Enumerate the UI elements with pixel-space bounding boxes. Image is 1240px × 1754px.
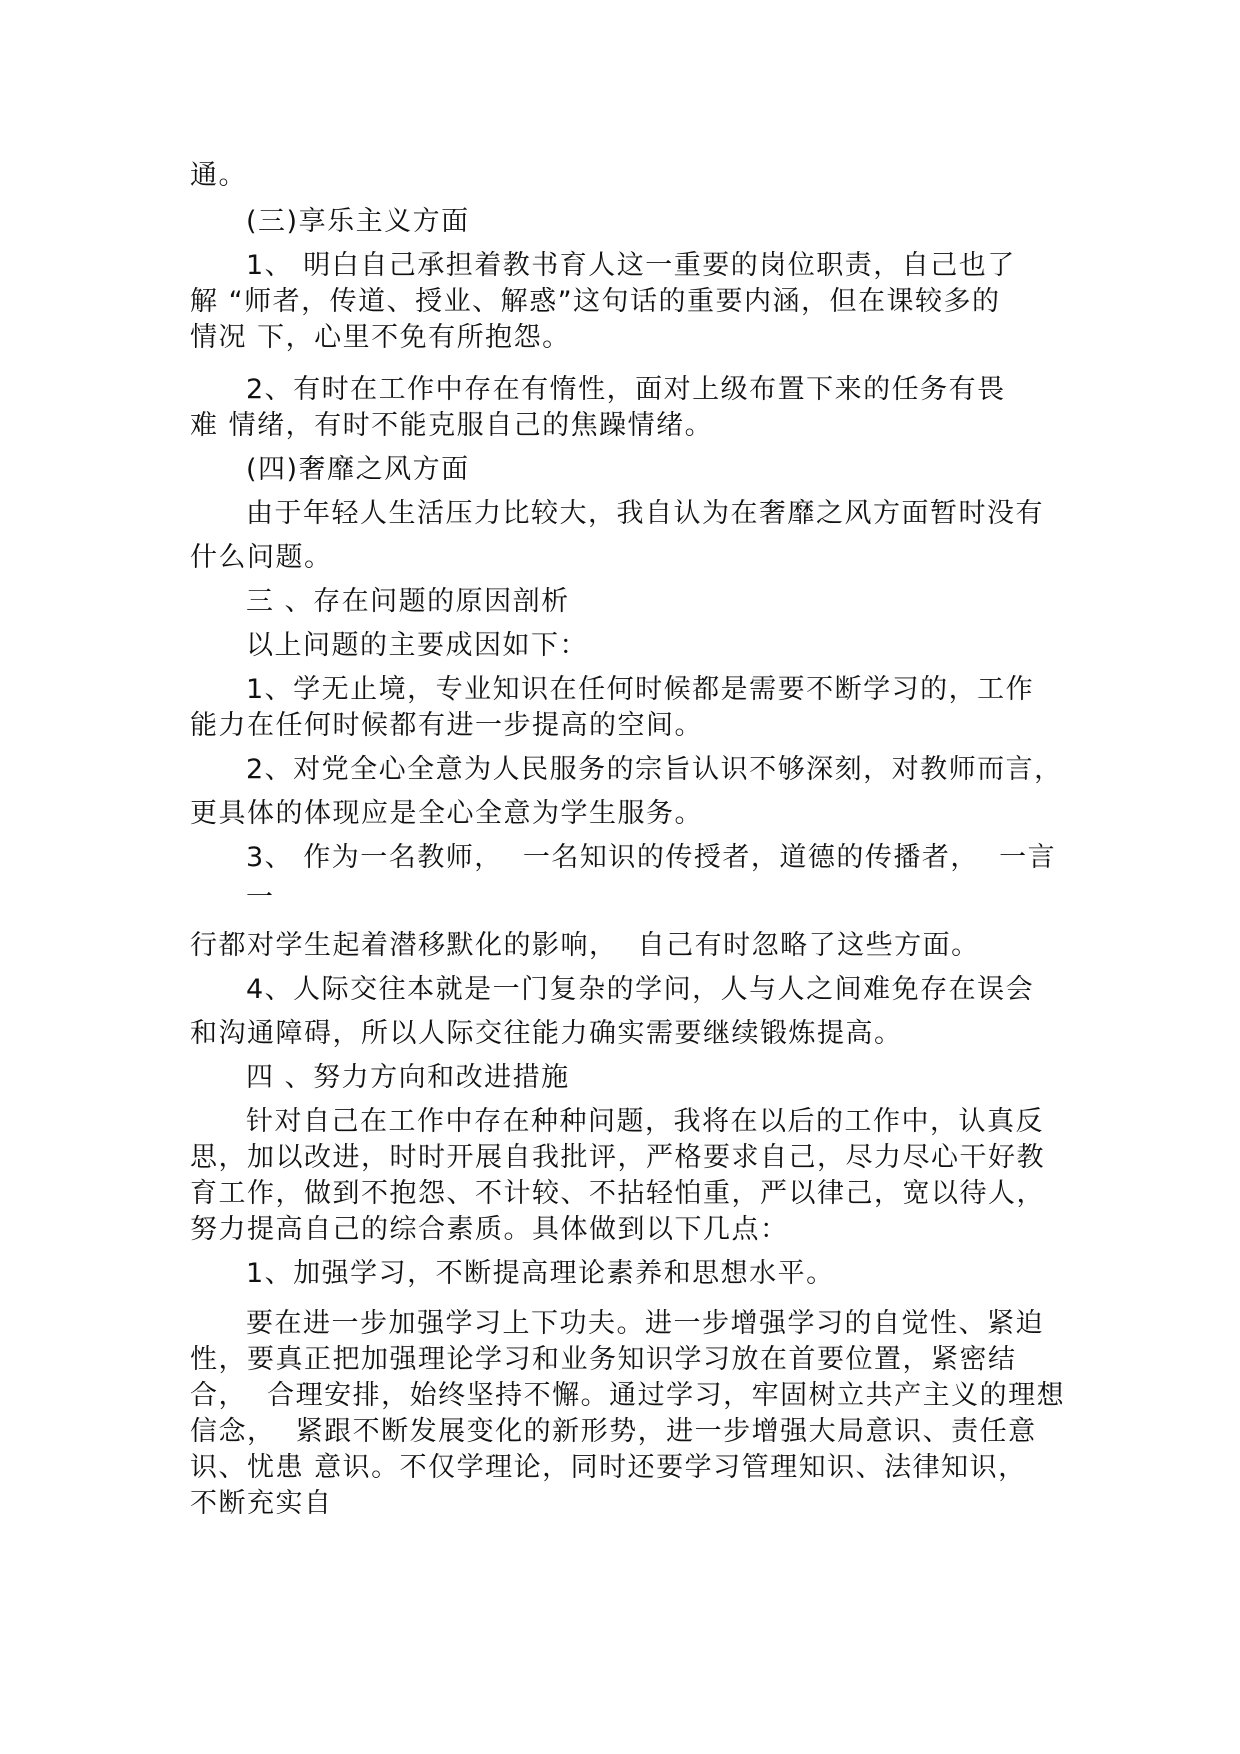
text-line: 以上问题的主要成因如下：: [246, 630, 588, 661]
text-line: 3、 作为一名教师， 一名知识的传授者，道德的传播者， 一言: [246, 842, 1057, 873]
text-line: 针对自己在工作中存在种种问题，我将在以后的工作中，认真反: [246, 1106, 1044, 1137]
section-heading: 三 、存在问题的原因剖析: [246, 586, 570, 617]
section-heading: (三)享乐主义方面: [246, 206, 470, 237]
section-heading: 四 、努力方向和改进措施: [246, 1062, 570, 1093]
text-line: 努力提高自己的综合素质。具体做到以下几点：: [190, 1214, 789, 1245]
text-line: 1、加强学习，不断提高理论素养和思想水平。: [246, 1258, 835, 1289]
text-line: 由于年轻人生活压力比较大，我自认为在奢靡之风方面暂时没有: [246, 498, 1044, 529]
text-line: 通。: [190, 160, 247, 191]
text-line: 什么问题。: [190, 542, 333, 573]
text-line: 2、有时在工作中存在有惰性，面对上级布置下来的任务有畏: [246, 374, 1006, 405]
text-line: 情况 下，心里不免有所抱怨。: [190, 322, 571, 353]
text-line: 识、忧患 意识。不仅学理论，同时还要学习管理知识、法律知识，: [190, 1452, 1027, 1483]
text-line: 和沟通障碍，所以人际交往能力确实需要继续锻炼提高。: [190, 1018, 903, 1049]
text-line: 一: [246, 882, 275, 913]
text-line: 2、对党全心全意为人民服务的宗旨认识不够深刻，对教师而言，: [246, 754, 1063, 785]
section-heading: (四)奢靡之风方面: [246, 454, 470, 485]
text-line: 行都对学生起着潜移默化的影响， 自己有时忽略了这些方面。: [190, 930, 980, 961]
text-line: 思，加以改进，时时开展自我批评，严格要求自己，尽力尽心干好教: [190, 1142, 1045, 1173]
text-line: 更具体的体现应是全心全意为学生服务。: [190, 798, 703, 829]
text-line: 育工作，做到不抱怨、不计较、不拈轻怕重，严以律己，宽以待人，: [190, 1178, 1045, 1209]
text-line: 难 情绪，有时不能克服自己的焦躁情绪。: [190, 410, 714, 441]
text-line: 性，要真正把加强理论学习和业务知识学习放在首要位置，紧密结: [190, 1344, 1017, 1375]
text-line: 不断充实自: [190, 1488, 333, 1519]
text-line: 信念， 紧跟不断发展变化的新形势，进一步增强大局意识、责任意: [190, 1416, 1037, 1447]
text-line: 4、人际交往本就是一门复杂的学问，人与人之间难免存在误会: [246, 974, 1035, 1005]
text-line: 1、学无止境，专业知识在任何时候都是需要不断学习的，工作: [246, 674, 1035, 705]
text-line: 1、 明白自己承担着教书育人这一重要的岗位职责，自己也了: [246, 250, 1016, 281]
text-line: 合， 合理安排，始终坚持不懈。通过学习，牢固树立共产主义的理想: [190, 1380, 1066, 1411]
text-line: 能力在任何时候都有进一步提高的空间。: [190, 710, 703, 741]
text-line: 解 “师者，传道、授业、解惑”这句话的重要内涵，但在课较多的: [190, 286, 1001, 317]
text-line: 要在进一步加强学习上下功夫。进一步增强学习的自觉性、紧迫: [246, 1308, 1044, 1339]
